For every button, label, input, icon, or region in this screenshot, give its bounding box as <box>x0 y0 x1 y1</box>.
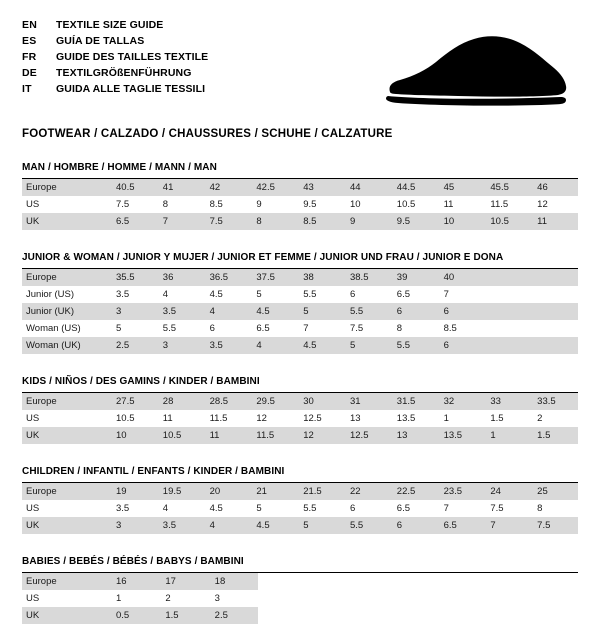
cell: 22.5 <box>391 483 438 500</box>
cell <box>484 320 531 337</box>
language-row <box>22 66 208 82</box>
cell: 6 <box>349 503 356 514</box>
cell: 7.5 <box>490 503 504 514</box>
language-title: TEXTILGRÖßENFÜHRUNG <box>56 66 192 79</box>
cell: 6 <box>438 337 485 354</box>
cell: 18 <box>209 573 258 590</box>
cell: 13.5 <box>396 413 416 424</box>
cell: 13 <box>391 427 438 444</box>
cell: 11 <box>204 427 251 444</box>
cell: 21 <box>250 483 297 500</box>
cell: 38 <box>297 269 344 286</box>
cell: 7.5 <box>531 517 578 534</box>
cell: 7.5 <box>116 199 130 210</box>
cell: 35.5 <box>110 269 157 286</box>
cell: 5 <box>256 289 262 300</box>
cell: 1 <box>116 593 122 604</box>
cell <box>531 303 578 320</box>
cell: 12.5 <box>303 413 322 424</box>
cell: 5.5 <box>303 503 317 514</box>
table-row <box>22 483 578 500</box>
cell: 27.5 <box>110 393 157 410</box>
table-row <box>22 500 578 517</box>
cell: 46 <box>531 179 578 196</box>
cell: 22 <box>344 483 391 500</box>
cell: 31 <box>344 393 391 410</box>
cell: 2 <box>537 413 543 424</box>
row-label: Europe <box>22 573 110 590</box>
cell: 39 <box>391 269 438 286</box>
cell: 17 <box>159 573 208 590</box>
table-row <box>22 607 258 624</box>
language-row <box>22 50 208 66</box>
cell <box>484 337 531 354</box>
cell: 6.5 <box>396 289 410 300</box>
row-label: Woman (US) <box>26 323 81 334</box>
cell: 5.5 <box>303 289 317 300</box>
size-table-junior-woman <box>22 269 578 354</box>
section-title: JUNIOR & WOMAN / JUNIOR Y MUJER / JUNIOR ET FEMME / JUNIOR UND FRAU / JUNIOR E DONA <box>22 252 504 263</box>
cell: 33.5 <box>531 393 578 410</box>
cell: 3.5 <box>157 303 204 320</box>
cell: 4 <box>250 337 297 354</box>
cell: 6 <box>391 303 438 320</box>
cell: 10 <box>438 213 485 230</box>
cell: 11 <box>531 213 578 230</box>
cell: 4 <box>162 289 169 300</box>
size-table-body <box>22 393 578 444</box>
cell: 4 <box>204 517 251 534</box>
cell: 12.5 <box>344 427 391 444</box>
cell: 13 <box>349 413 361 424</box>
document-header <box>22 18 578 114</box>
cell: 24 <box>484 483 531 500</box>
cell: 4 <box>204 303 251 320</box>
language-code: DE <box>22 66 37 79</box>
language-title: GUIDA ALLE TAGLIE TESSILI <box>56 82 206 95</box>
cell: 13.5 <box>438 427 485 444</box>
language-row <box>22 34 208 50</box>
cell: 6 <box>209 323 215 334</box>
cell: 23.5 <box>438 483 485 500</box>
cell: 2 <box>165 593 171 604</box>
cell: 4.5 <box>209 289 223 300</box>
language-title-list <box>22 18 208 98</box>
cell: 9 <box>344 213 391 230</box>
cell: 5.5 <box>344 303 391 320</box>
row-label: Europe <box>22 269 110 286</box>
language-row <box>22 18 208 34</box>
row-label: UK <box>22 517 110 534</box>
row-label: Europe <box>22 179 110 196</box>
language-title-body <box>22 18 208 98</box>
cell: 11.5 <box>250 427 297 444</box>
cell: 5.5 <box>162 323 177 334</box>
table-row <box>22 427 578 444</box>
cell: 19 <box>110 483 157 500</box>
cell: 7 <box>303 323 309 334</box>
cell: 16 <box>110 573 159 590</box>
cell: 2.5 <box>110 337 157 354</box>
cell: 5 <box>256 503 262 514</box>
cell: 36 <box>157 269 204 286</box>
cell: 1.5 <box>159 607 208 624</box>
cell: 20 <box>204 483 251 500</box>
cell: 42.5 <box>250 179 297 196</box>
cell: 5 <box>297 303 344 320</box>
table-row <box>22 320 578 337</box>
cell <box>531 269 578 286</box>
cell: 10 <box>110 427 157 444</box>
language-code: IT <box>22 82 32 95</box>
cell <box>484 269 531 286</box>
cell: 4.5 <box>250 303 297 320</box>
cell <box>484 286 531 303</box>
cell: 6 <box>349 289 356 300</box>
language-code: ES <box>22 34 37 47</box>
cell: 11.5 <box>209 413 228 424</box>
section-title: KIDS / NIÑOS / DES GAMINS / KINDER / BAMBINI <box>22 376 260 387</box>
cell: 6.5 <box>110 213 157 230</box>
cell: 7 <box>484 517 531 534</box>
cell: 3 <box>157 337 204 354</box>
table-row <box>22 213 578 230</box>
size-table-body <box>22 269 578 354</box>
cell: 1 <box>443 413 449 424</box>
cell: 32 <box>438 393 485 410</box>
cell: 3.5 <box>116 289 130 300</box>
section-kids <box>22 376 578 444</box>
language-title: GUIDE DES TAILLES TEXTILE <box>56 50 209 63</box>
cell: 42 <box>204 179 251 196</box>
table-row <box>22 337 578 354</box>
cell: 8.5 <box>209 199 223 210</box>
table-row <box>22 303 578 320</box>
size-table-babies <box>22 573 258 624</box>
cell: 8 <box>162 199 169 210</box>
table-row <box>22 269 578 286</box>
cell: 8.5 <box>443 323 457 334</box>
cell: 4.5 <box>250 517 297 534</box>
row-label: US <box>26 199 40 210</box>
dress-shoe-icon <box>378 34 568 108</box>
cell: 3.5 <box>157 517 204 534</box>
cell: 3 <box>214 593 220 604</box>
row-label: Junior (US) <box>26 289 75 300</box>
cell: 4.5 <box>209 503 223 514</box>
cell: 1.5 <box>531 427 578 444</box>
size-table-kids <box>22 393 578 444</box>
cell: 44.5 <box>391 179 438 196</box>
row-label: Europe <box>22 483 110 500</box>
cell: 5.5 <box>344 517 391 534</box>
cell: 7 <box>157 213 204 230</box>
table-row <box>22 179 578 196</box>
size-table-man <box>22 179 578 230</box>
cell: 12 <box>537 199 548 210</box>
row-label: US <box>26 503 40 514</box>
cell: 6 <box>438 303 485 320</box>
cell: 7 <box>443 503 449 514</box>
cell: 8 <box>396 323 403 334</box>
cell: 10.5 <box>116 413 135 424</box>
language-title: GUÍA DE TALLAS <box>56 34 145 47</box>
cell: 40.5 <box>110 179 157 196</box>
size-table-children <box>22 483 578 534</box>
cell: 33 <box>484 393 531 410</box>
cell: 6.5 <box>396 503 410 514</box>
cell: 8 <box>537 503 543 514</box>
section-babies <box>22 556 578 624</box>
table-row <box>22 286 578 303</box>
cell: 5 <box>344 337 391 354</box>
cell: 6 <box>391 517 438 534</box>
cell: 31.5 <box>391 393 438 410</box>
table-row <box>22 410 578 427</box>
cell: 41 <box>157 179 204 196</box>
section-title: MAN / HOMBRE / HOMME / MANN / MAN <box>22 162 217 173</box>
cell: 40 <box>438 269 485 286</box>
cell: 10.5 <box>484 213 531 230</box>
cell: 3.5 <box>116 503 130 514</box>
cell: 7.5 <box>204 213 251 230</box>
language-row <box>22 82 208 98</box>
cell: 6.5 <box>438 517 485 534</box>
cell: 21.5 <box>297 483 344 500</box>
table-row <box>22 196 578 213</box>
cell: 9.5 <box>303 199 317 210</box>
cell: 11 <box>443 199 454 210</box>
cell: 10.5 <box>157 427 204 444</box>
cell <box>484 303 531 320</box>
cell: 36.5 <box>204 269 251 286</box>
cell: 7 <box>443 289 449 300</box>
cell: 1 <box>484 427 531 444</box>
row-label: US <box>26 593 40 604</box>
language-code: EN <box>22 19 37 31</box>
section-title: CHILDREN / INFANTIL / ENFANTS / KINDER / BAMBINI <box>22 466 285 477</box>
cell: 5 <box>116 323 122 334</box>
footwear-section-title: FOOTWEAR / CALZADO / CHAUSSURES / SCHUHE / CALZATURE <box>22 128 393 140</box>
table-row <box>22 573 258 590</box>
cell: 7.5 <box>349 323 364 334</box>
size-table-body <box>22 573 258 624</box>
section-children <box>22 466 578 534</box>
cell: 6.5 <box>256 323 270 334</box>
row-label: Europe <box>22 393 110 410</box>
cell: 12 <box>297 427 344 444</box>
section-title: BABIES / BEBÉS / BÉBÉS / BABYS / BAMBINI <box>22 556 244 567</box>
cell: 11 <box>162 413 173 424</box>
section-junior-woman <box>22 252 578 354</box>
row-label: UK <box>22 213 110 230</box>
cell: 12 <box>256 413 267 424</box>
cell: 9.5 <box>391 213 438 230</box>
cell: 44 <box>344 179 391 196</box>
cell: 30 <box>297 393 344 410</box>
table-row <box>22 590 258 607</box>
cell: 25 <box>531 483 578 500</box>
cell: 5.5 <box>391 337 438 354</box>
cell: 29.5 <box>250 393 297 410</box>
row-label: Junior (UK) <box>22 303 110 320</box>
row-label: UK <box>22 427 110 444</box>
cell: 3 <box>110 303 157 320</box>
row-label: Woman (UK) <box>22 337 110 354</box>
cell: 8.5 <box>297 213 344 230</box>
size-table-body <box>22 179 578 230</box>
cell: 37.5 <box>250 269 297 286</box>
cell: 9 <box>256 199 262 210</box>
cell: 5 <box>297 517 344 534</box>
cell: 4.5 <box>297 337 344 354</box>
cell: 38.5 <box>344 269 391 286</box>
cell: 4 <box>162 503 169 514</box>
size-table-body <box>22 483 578 534</box>
cell: 3 <box>110 517 157 534</box>
cell: 43 <box>297 179 344 196</box>
row-label: US <box>26 413 40 424</box>
cell: 3.5 <box>204 337 251 354</box>
cell <box>531 286 578 303</box>
cell <box>531 320 578 337</box>
cell: 1.5 <box>490 413 504 424</box>
cell: 0.5 <box>110 607 159 624</box>
cell: 8 <box>250 213 297 230</box>
cell: 28 <box>157 393 204 410</box>
cell: 19.5 <box>157 483 204 500</box>
cell <box>531 337 578 354</box>
cell: 45.5 <box>484 179 531 196</box>
cell: 2.5 <box>209 607 258 624</box>
cell: 10 <box>349 199 361 210</box>
section-man <box>22 162 578 230</box>
table-row <box>22 517 578 534</box>
table-row <box>22 393 578 410</box>
cell: 45 <box>438 179 485 196</box>
row-label: UK <box>22 607 110 624</box>
language-code: FR <box>22 50 37 63</box>
cell: 11.5 <box>490 199 509 210</box>
cell: 10.5 <box>396 199 416 210</box>
language-title: TEXTILE SIZE GUIDE <box>56 19 164 31</box>
cell: 28.5 <box>204 393 251 410</box>
